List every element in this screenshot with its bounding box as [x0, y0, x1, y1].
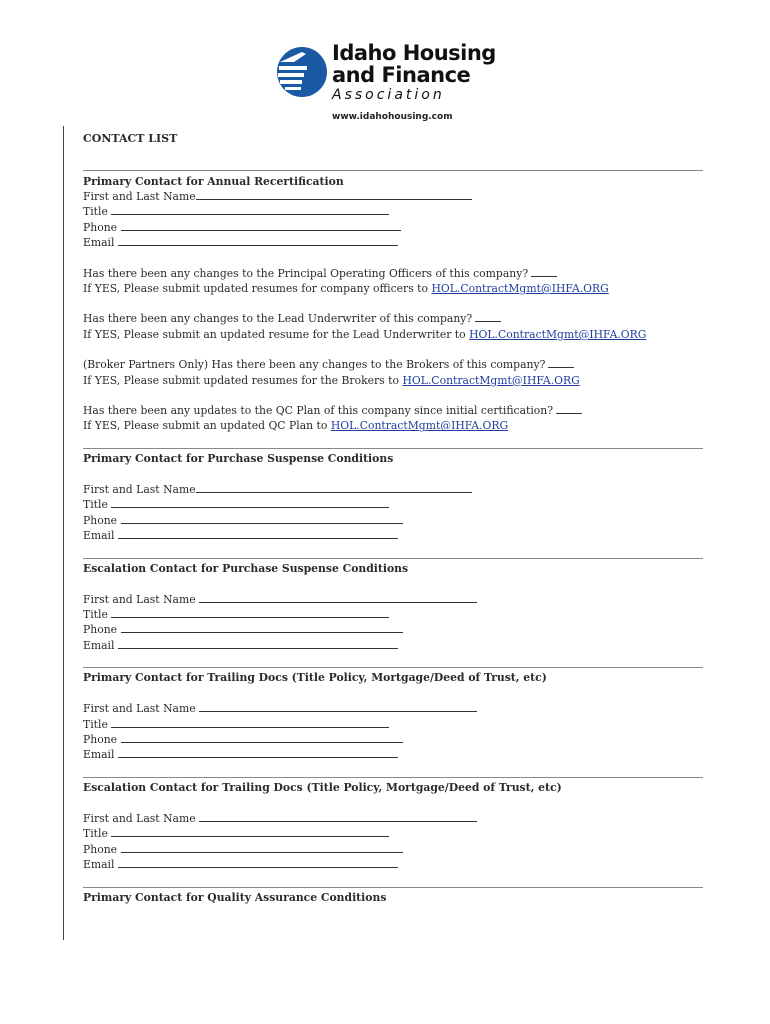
- contact-block-trailing-escalation: [83, 811, 703, 873]
- title-field[interactable]: [111, 826, 389, 837]
- document-title: CONTACT LIST: [83, 132, 178, 145]
- email-field[interactable]: [118, 528, 398, 539]
- email-field[interactable]: [118, 857, 398, 868]
- title-label: Title: [83, 607, 108, 621]
- section-qa-primary-heading: Primary Contact for Quality Assurance Conditions: [83, 891, 387, 905]
- title-field[interactable]: [111, 497, 389, 508]
- phone-field[interactable]: [121, 622, 403, 633]
- instruction-text: If YES, Please submit an updated resume for the Lead Underwriter to: [83, 327, 466, 341]
- ihfa-logo-mark-icon: [276, 46, 328, 98]
- email-field[interactable]: [118, 235, 398, 246]
- section-purchase-escalation-heading: Escalation Contact for Purchase Suspense Conditions: [83, 561, 409, 575]
- section-annual-heading: Primary Contact for Annual Recertification: [83, 175, 344, 188]
- section-divider: [83, 667, 703, 668]
- title-field[interactable]: [111, 607, 389, 618]
- question-text: (Broker Partners Only) Has there been any changes to the Brokers of this company?: [83, 358, 546, 372]
- phone-label: Phone: [83, 732, 118, 746]
- instruction-text: If YES, Please submit updated resumes for company officers to: [83, 282, 429, 296]
- title-label: Title: [83, 827, 108, 841]
- phone-field[interactable]: [121, 220, 401, 231]
- contact-block-annual: [83, 189, 703, 251]
- email-link[interactable]: HOL.ContractMgmt@IHFA.ORG: [431, 282, 609, 296]
- answer-field[interactable]: [548, 357, 574, 368]
- title-field[interactable]: [111, 717, 389, 728]
- name-label: First and Last Name: [83, 702, 196, 716]
- name-field[interactable]: [199, 811, 477, 822]
- logo-line-1: Idaho Housing: [332, 41, 496, 65]
- name-field[interactable]: [196, 189, 472, 200]
- email-label: Email: [83, 529, 115, 543]
- left-margin-rule: [63, 126, 64, 940]
- name-label: First and Last Name: [83, 811, 196, 825]
- contact-block-purchase-escalation: [83, 592, 703, 654]
- phone-label: Phone: [83, 513, 118, 527]
- phone-label: Phone: [83, 842, 118, 856]
- name-field[interactable]: [199, 592, 477, 603]
- question-block: [83, 266, 703, 297]
- question-text: Has there been any updates to the QC Plan of this company since initial certification?: [83, 404, 554, 418]
- email-label: Email: [83, 857, 115, 871]
- phone-field[interactable]: [121, 732, 403, 743]
- answer-field[interactable]: [475, 311, 501, 322]
- contact-block-trailing-primary: [83, 701, 703, 763]
- question-block: [83, 403, 703, 434]
- title-label: Title: [83, 498, 108, 512]
- section-divider: [83, 777, 703, 778]
- name-field[interactable]: [199, 701, 477, 712]
- email-label: Email: [83, 236, 115, 250]
- section-trailing-primary-heading: Primary Contact for Trailing Docs (Title Policy, Mortgage/Deed of Trust, etc): [83, 671, 547, 685]
- instruction-text: If YES, Please submit updated resumes for the Brokers to: [83, 373, 399, 387]
- answer-field[interactable]: [531, 266, 557, 277]
- logo-wordmark: [332, 42, 496, 103]
- name-label: First and Last Name: [83, 482, 196, 496]
- phone-field[interactable]: [121, 513, 403, 524]
- email-field[interactable]: [118, 747, 398, 758]
- logo-line-2: and Finance: [332, 63, 471, 87]
- question-text: Has there been any changes to the Principal Operating Officers of this company?: [83, 266, 529, 280]
- phone-label: Phone: [83, 623, 118, 637]
- email-link[interactable]: HOL.ContractMgmt@IHFA.ORG: [402, 373, 580, 387]
- logo-line-3: Association: [332, 87, 445, 103]
- phone-field[interactable]: [121, 842, 403, 853]
- title-label: Title: [83, 717, 108, 731]
- question-text: Has there been any changes to the Lead Underwriter of this company?: [83, 312, 473, 326]
- phone-label: Phone: [83, 220, 118, 234]
- instruction-text: If YES, Please submit an updated QC Plan to: [83, 419, 328, 433]
- email-label: Email: [83, 748, 115, 762]
- name-label: First and Last Name: [83, 592, 196, 606]
- form-content: [83, 131, 703, 905]
- section-divider: [83, 558, 703, 559]
- email-link[interactable]: HOL.ContractMgmt@IHFA.ORG: [330, 419, 509, 433]
- title-field[interactable]: [111, 204, 389, 215]
- question-block: [83, 311, 703, 342]
- name-label: First and Last Name: [83, 190, 196, 203]
- email-field[interactable]: [118, 638, 398, 649]
- section-trailing-escalation-heading: Escalation Contact for Trailing Docs (Title Policy, Mortgage/Deed of Trust, etc): [83, 780, 562, 794]
- email-label: Email: [83, 638, 115, 652]
- email-link[interactable]: HOL.ContractMgmt@IHFA.ORG: [469, 327, 647, 341]
- question-block: [83, 357, 703, 388]
- section-divider: [83, 170, 703, 171]
- section-divider: [83, 887, 703, 888]
- answer-field[interactable]: [556, 403, 582, 414]
- section-purchase-primary-heading: Primary Contact for Purchase Suspense Conditions: [83, 451, 394, 465]
- logo: [276, 42, 506, 132]
- section-divider: [83, 448, 703, 449]
- contact-block-purchase-primary: [83, 482, 703, 544]
- title-label: Title: [83, 205, 108, 219]
- logo-url[interactable]: www.idahohousing.com: [332, 112, 453, 122]
- name-field[interactable]: [196, 482, 472, 493]
